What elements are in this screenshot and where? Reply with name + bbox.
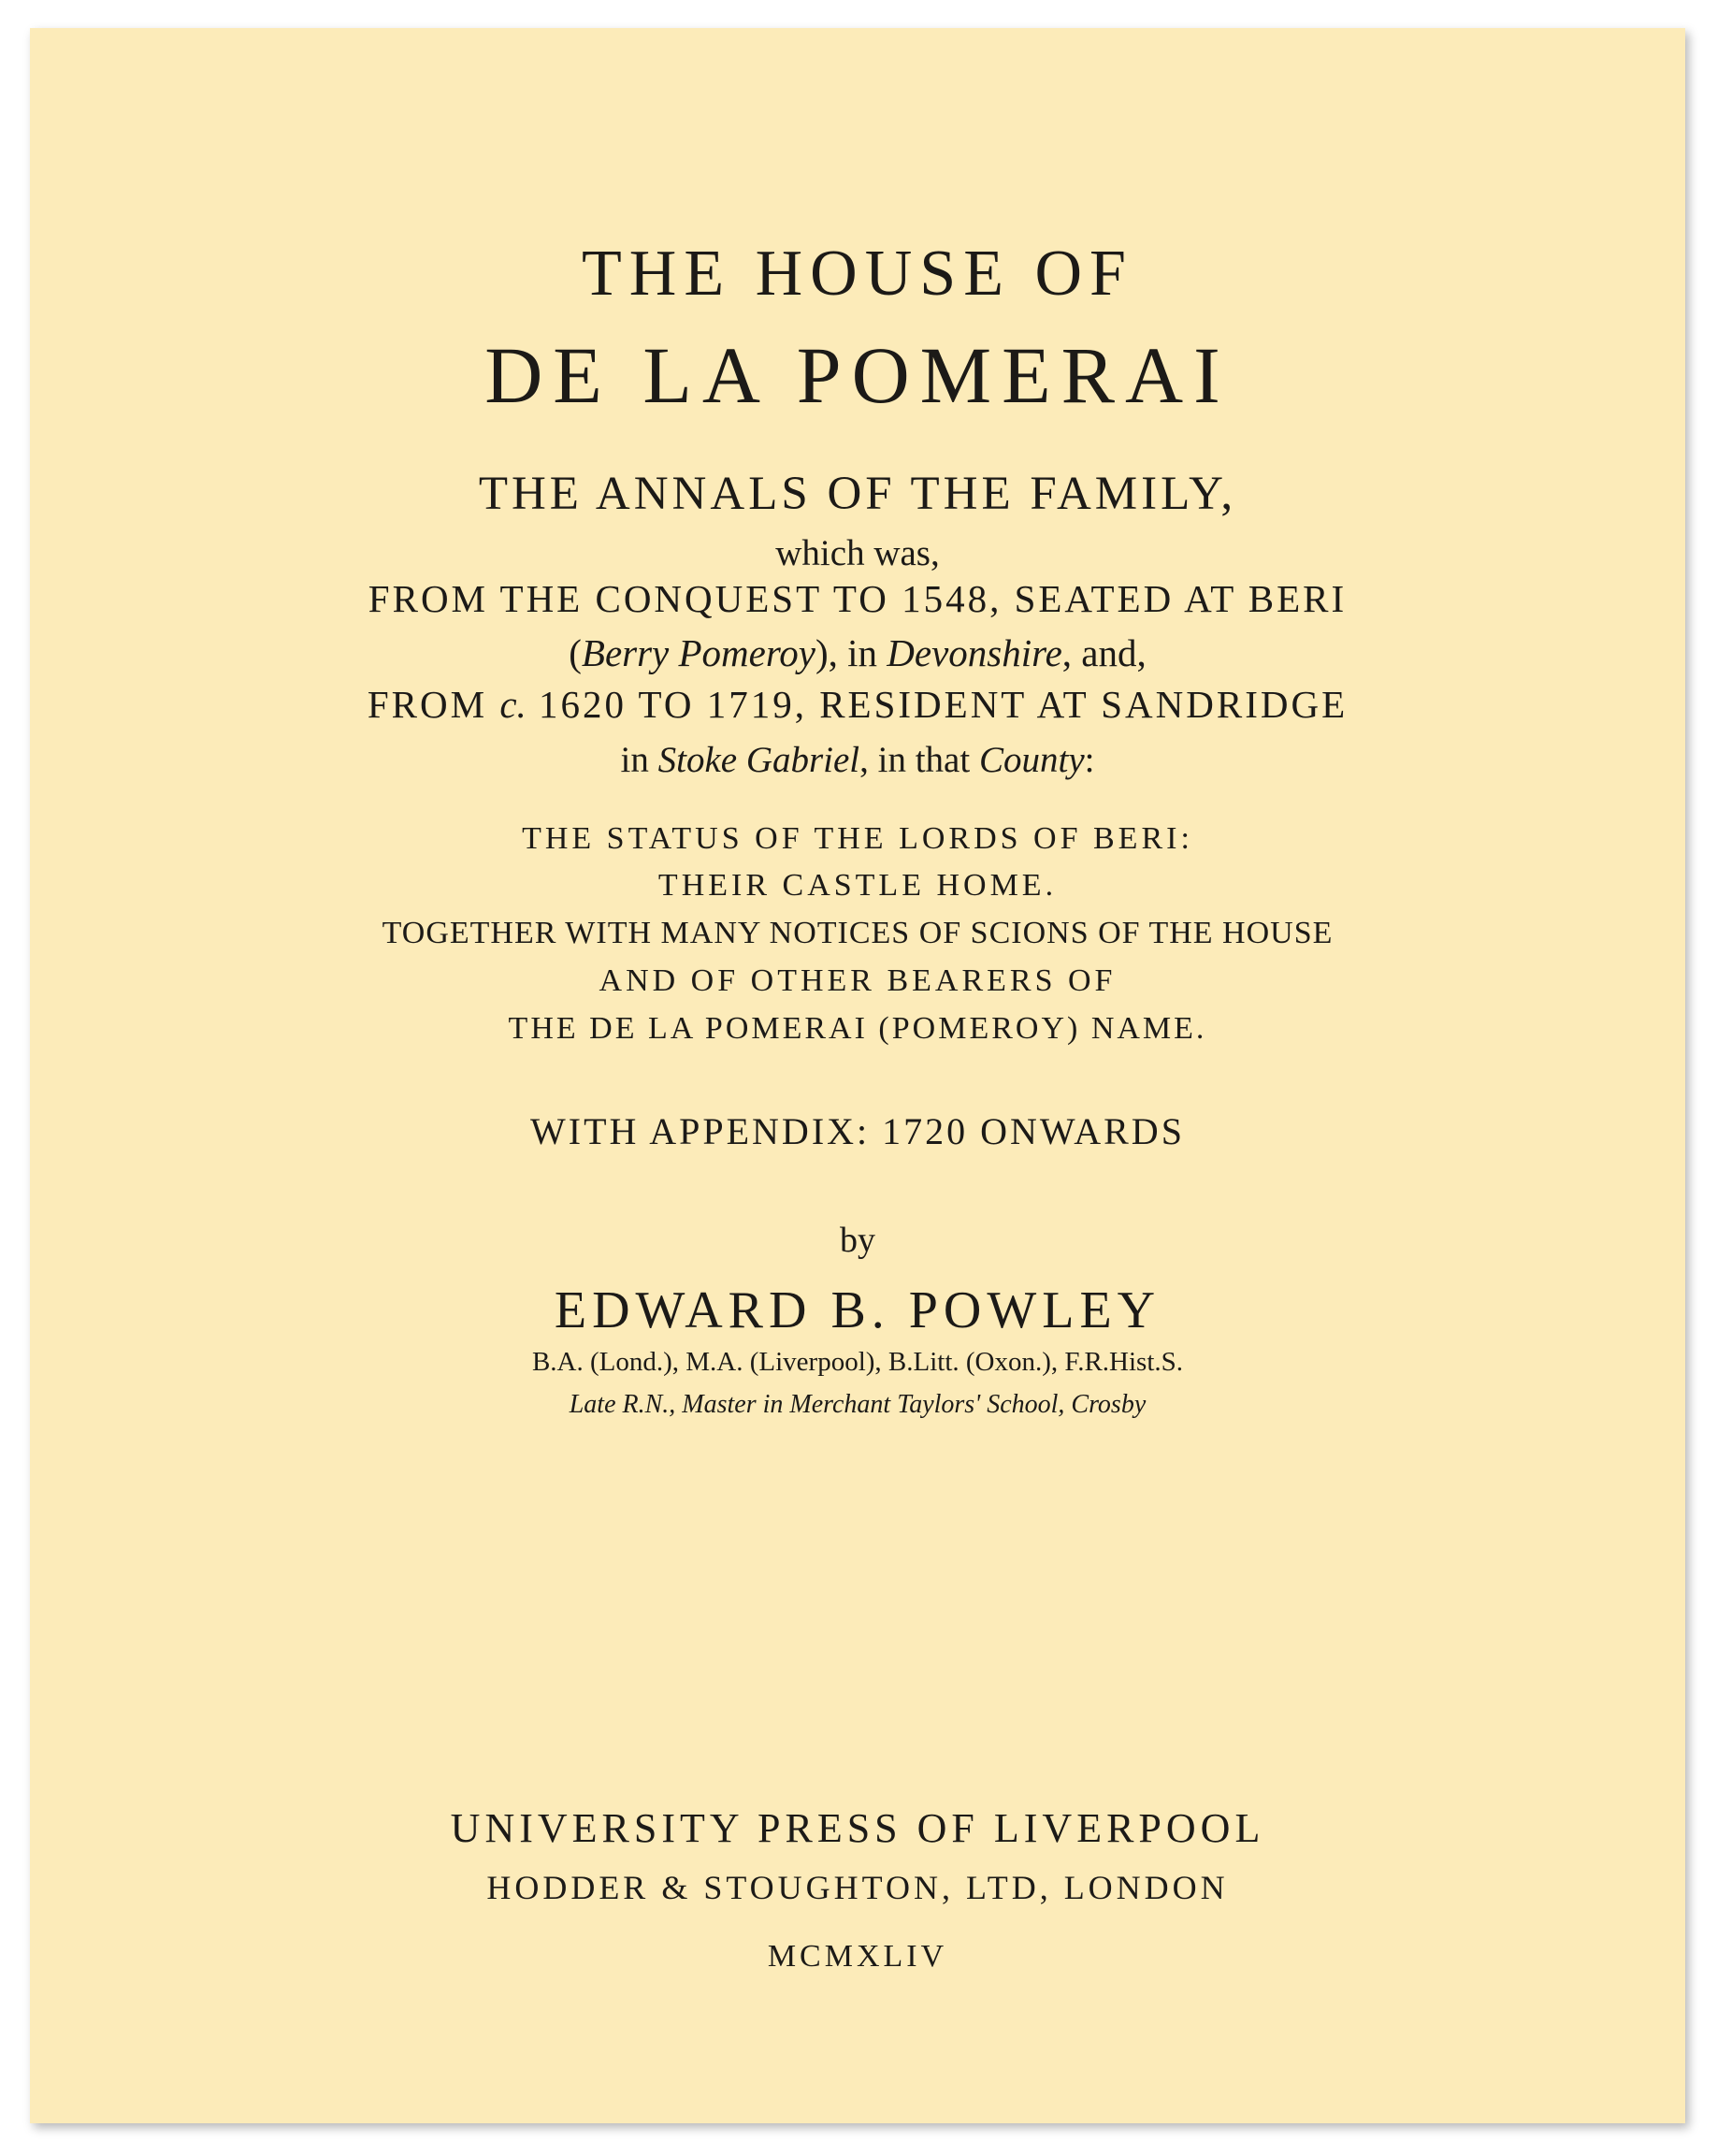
subtitle-conquest-line: FROM THE CONQUEST TO 1548, SEATED AT BERI (368, 577, 1348, 620)
contents-line: AND OF OTHER BEARERS OF (599, 963, 1117, 998)
title-line-1: THE HOUSE OF (582, 238, 1133, 310)
sandridge-rest: 1620 TO 1719, RESIDENT AT SANDRIDGE (526, 683, 1349, 726)
appendix-line: WITH APPENDIX: 1720 ONWARDS (530, 1110, 1185, 1152)
contents-line: THEIR CASTLE HOME. (657, 868, 1058, 903)
subtitle-sandridge-line (30, 683, 1685, 726)
sandridge-from: FROM (367, 683, 500, 726)
berry-pomeroy-text: Berry Pomeroy (581, 631, 815, 674)
author-by: by (840, 1221, 875, 1260)
stoke-in-that: , in that (859, 740, 979, 780)
subtitle-annals: THE ANNALS OF THE FAMILY, (478, 468, 1237, 520)
contents-line: TOGETHER WITH MANY NOTICES OF SCIONS OF THE HOUSE (382, 916, 1334, 950)
devonshire-text: Devonshire (887, 631, 1062, 674)
stoke-gabriel-text: Stoke Gabriel (657, 740, 860, 780)
stoke-colon: : (1084, 740, 1095, 780)
stoke-in: in (620, 740, 658, 780)
circa-text: c. (499, 683, 527, 726)
contents-line: THE DE LA POMERAI (POMEROY) NAME. (508, 1011, 1207, 1046)
subtitle-stoke-line (30, 742, 1685, 778)
contents-line: THE STATUS OF THE LORDS OF BERI: (522, 821, 1193, 856)
author-degrees: B.A. (Lond.), M.A. (Liverpool), B.Litt. (Oxon.), F.R.Hist.S. (531, 1347, 1184, 1377)
title-page (30, 28, 1685, 2123)
author-name: EDWARD B. POWLEY (554, 1281, 1162, 1339)
county-text: County (978, 740, 1085, 780)
subtitle-which-was: which was, (775, 533, 940, 573)
imprint-publisher: HODDER & STOUGHTON, LTD, LONDON (486, 1869, 1229, 1906)
berry-mid-text: ), in (815, 631, 887, 674)
title-line-2: DE LA POMERAI (484, 330, 1231, 420)
imprint-press: UNIVERSITY PRESS OF LIVERPOOL (450, 1805, 1265, 1851)
berry-open-paren: ( (569, 631, 582, 674)
author-position: Late R.N., Master in Merchant Taylors' School, Crosby (569, 1390, 1147, 1419)
berry-end-text: , and, (1061, 631, 1147, 674)
imprint-year: MCMXLIV (767, 1939, 948, 1974)
subtitle-berry-line (30, 631, 1685, 674)
